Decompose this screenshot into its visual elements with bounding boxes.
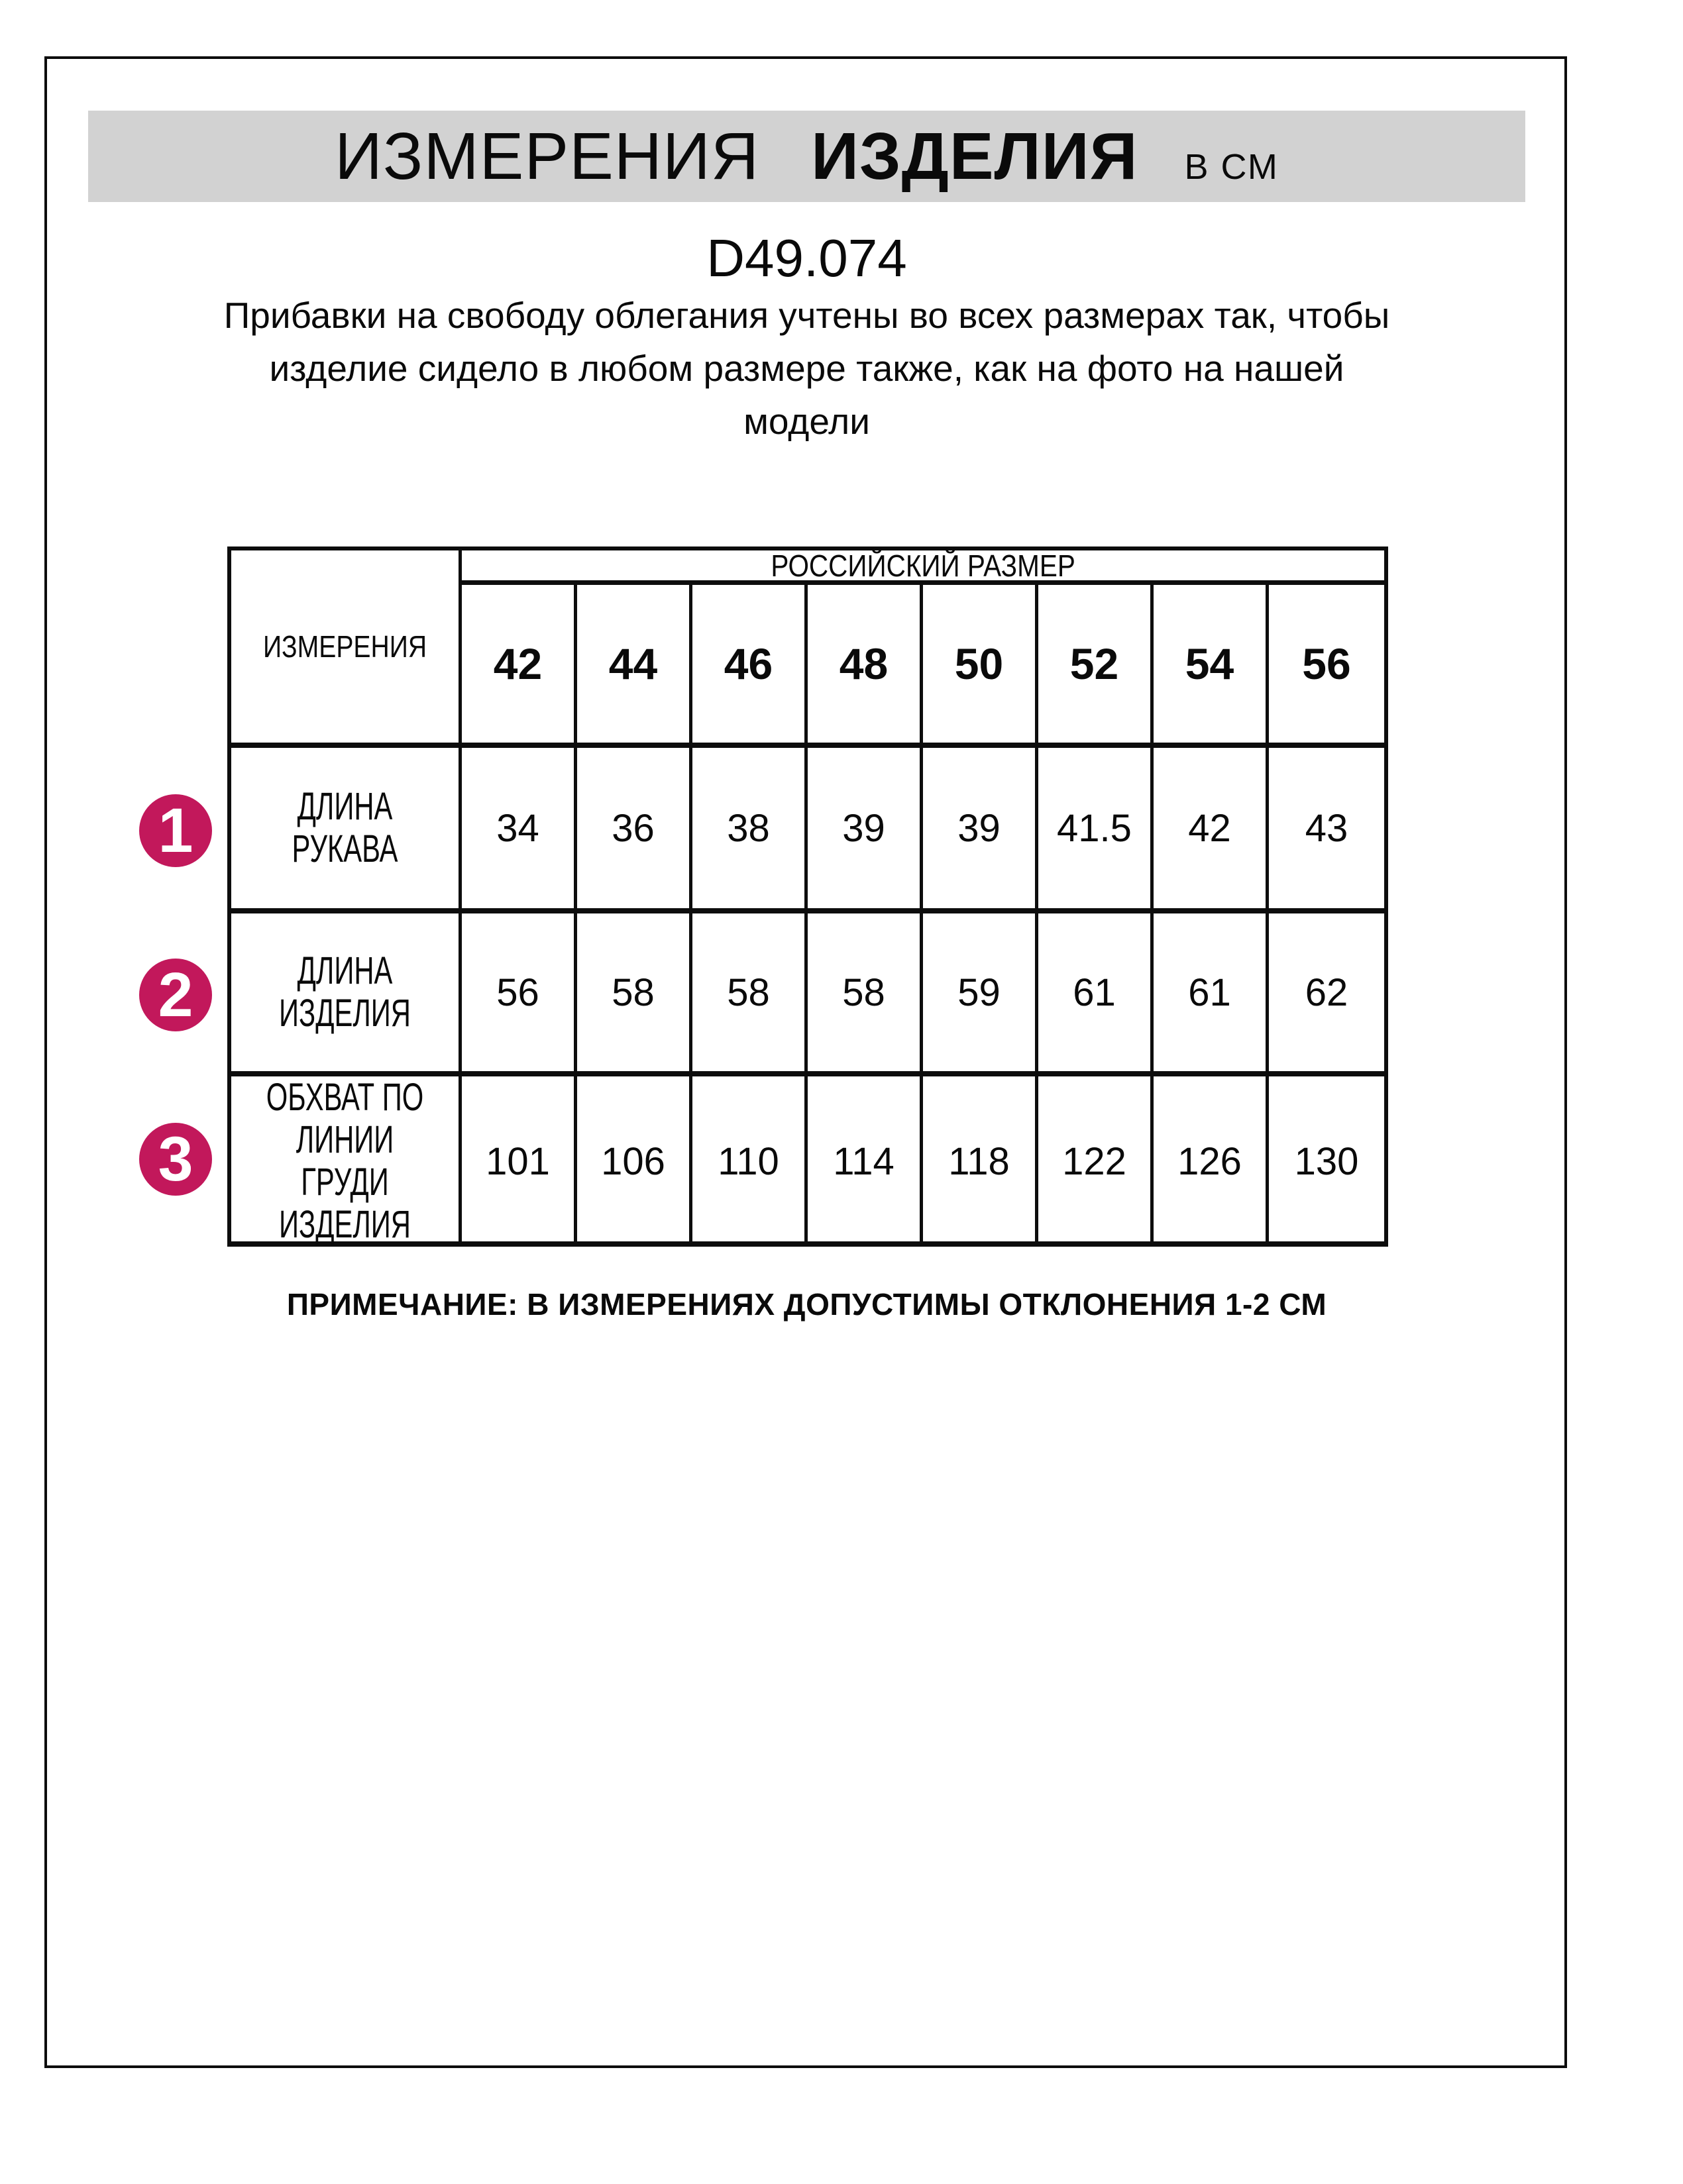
table-cell: 58 <box>692 913 808 1076</box>
table-cell: 42 <box>1154 748 1269 913</box>
table-cell: 58 <box>808 913 923 1076</box>
table-cell: 61 <box>1038 913 1154 1076</box>
table-cell: 101 <box>462 1076 577 1246</box>
row-header-sleeve-length: ДЛИНА РУКАВА <box>231 748 462 913</box>
title-word-measurements: ИЗМЕРЕНИЯ <box>335 119 760 193</box>
row-marker-circle-1 <box>139 794 212 867</box>
table-cell: 130 <box>1294 1139 1359 1183</box>
fit-description <box>88 289 1525 448</box>
table-cell: 39 <box>808 748 923 913</box>
marker-number: 2 <box>158 959 193 1030</box>
tolerance-note: ПРИМЕЧАНИЕ: В ИЗМЕРЕНИЯХ ДОПУСТИМЫ ОТКЛОНЕНИЯ 1-2 СМ <box>286 1287 1327 1322</box>
size-column-header: 54 <box>1154 585 1269 748</box>
table-cell: 56 <box>462 913 577 1076</box>
table-cell: 41.5 <box>1038 748 1154 913</box>
table-cell: 110 <box>692 1076 808 1246</box>
table-cell: 61 <box>1154 913 1269 1076</box>
fit-description-line: изделие сидело в любом размере также, как на фото на нашей <box>269 348 1344 389</box>
table-corner-header: ИЗМЕРЕНИЯ <box>231 550 462 748</box>
table-cell: 59 <box>923 913 1038 1076</box>
table-cell: 114 <box>808 1076 923 1246</box>
table-cell: 39 <box>923 748 1038 913</box>
size-column-header: 50 <box>923 585 1038 748</box>
table-cell: 36 <box>577 748 692 913</box>
marker-number: 1 <box>158 795 193 866</box>
table-cell: 58 <box>577 913 692 1076</box>
fit-description-line: Прибавки на свободу облегания учтены во всех размерах так, чтобы <box>223 295 1390 336</box>
marker-number: 3 <box>158 1123 193 1194</box>
size-table <box>227 546 1388 1247</box>
model-code: D49.074 <box>706 229 907 287</box>
table-cell: 34 <box>462 748 577 913</box>
size-column-header: 46 <box>692 585 808 748</box>
row-marker-circle-3 <box>139 1123 212 1196</box>
fit-description-line: модели <box>743 401 870 442</box>
title-band <box>88 111 1525 202</box>
row-header-product-length: ДЛИНА ИЗДЕЛИЯ <box>231 913 462 1076</box>
row-marker-circle-2 <box>139 959 212 1031</box>
size-column-header: 56 <box>1269 585 1384 748</box>
size-column-header: 42 <box>462 585 577 748</box>
table-cell: 43 <box>1269 748 1384 913</box>
table-cell: 38 <box>692 748 808 913</box>
title-unit-cm: В СМ <box>1184 146 1279 187</box>
table-cell: 126 <box>1154 1076 1269 1246</box>
table-cell: 106 <box>577 1076 692 1246</box>
size-column-header: 48 <box>808 585 923 748</box>
table-cell: 62 <box>1269 913 1384 1076</box>
row-header-chest-girth: ОБХВАТ ПО ЛИНИИ ГРУДИ ИЗДЕЛИЯ <box>231 1076 462 1246</box>
table-cell: 122 <box>1038 1076 1154 1246</box>
size-column-header: 44 <box>577 585 692 748</box>
page-title <box>335 119 1279 195</box>
title-word-product: ИЗДЕЛИЯ <box>811 119 1138 193</box>
table-group-header-russian-size: РОССИЙСКИЙ РАЗМЕР <box>462 550 1384 585</box>
size-column-header: 52 <box>1038 585 1154 748</box>
table-cell: 118 <box>923 1076 1038 1246</box>
